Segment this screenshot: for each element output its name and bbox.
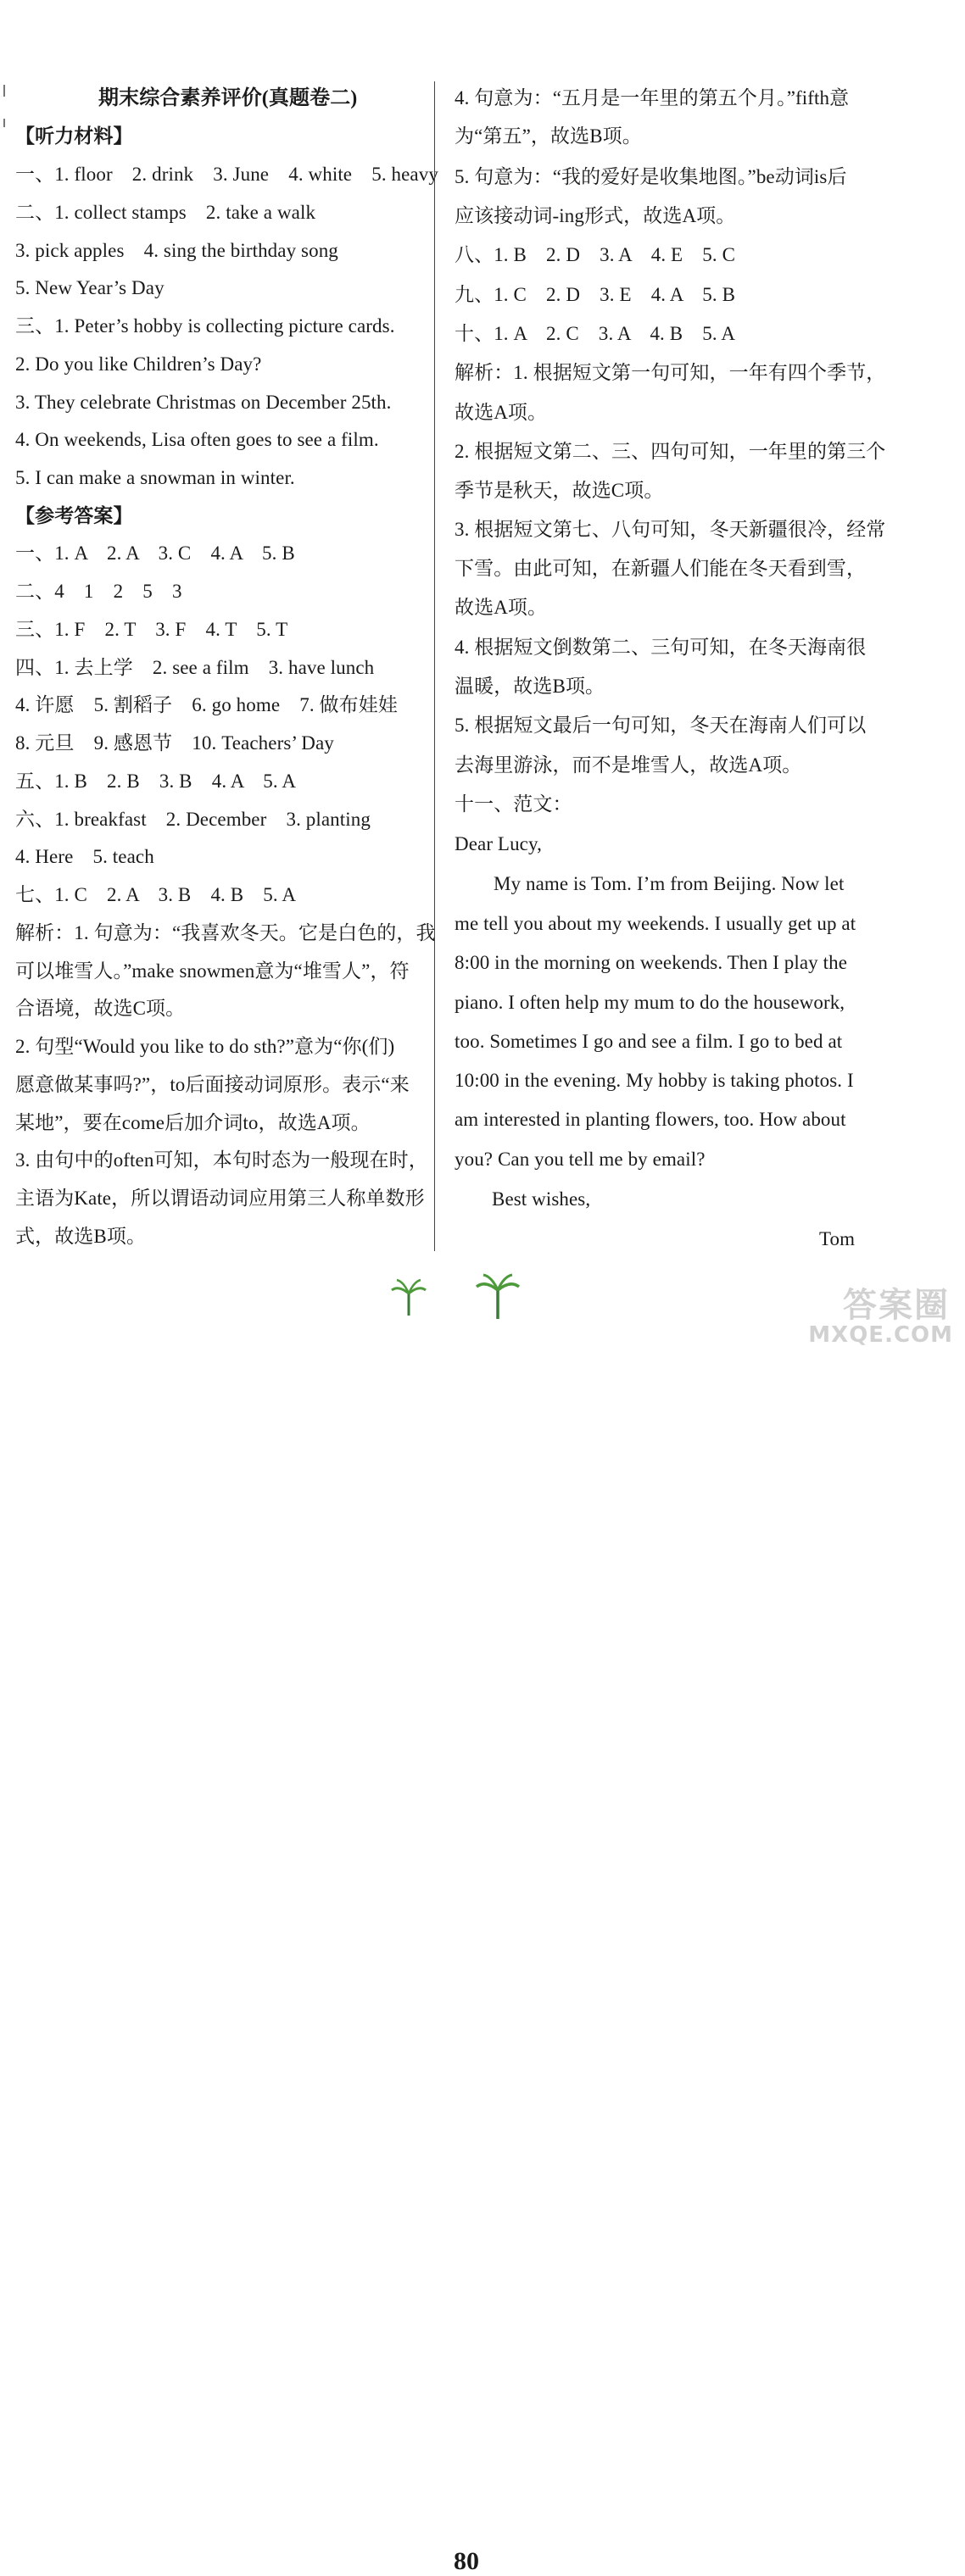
letter-line: piano. I often help my mum to do the housework,	[455, 992, 845, 1013]
listening-line: 5. New Year’s Day	[15, 277, 165, 298]
right-line: 4. 根据短文倒数第二、三句可知，在冬天海南很	[455, 637, 867, 658]
answer-line: 8. 元旦 9. 感恩节 10. Teachers’ Day	[15, 732, 334, 754]
listening-line: 三、1. Peter’s hobby is collecting picture cards.	[15, 315, 395, 337]
answer-line: 五、1. B 2. B 3. B 4. A 5. A	[15, 771, 297, 792]
letter-line: 10:00 in the evening. My hobby is taking photos. I	[455, 1070, 854, 1091]
analysis-line: 解析：1. 句意为：“我喜欢冬天。它是白色的，我	[15, 922, 436, 943]
right-line: 5. 根据短文最后一句可知，冬天在海南人们可以	[455, 715, 867, 736]
right-line: 温暖，故选B项。	[455, 676, 605, 697]
column-divider	[434, 81, 435, 1251]
listening-line: 2. Do you like Children’s Day?	[15, 353, 262, 375]
analysis-line: 式，故选B项。	[15, 1226, 147, 1247]
answer-line: 4. 许愿 5. 割稻子 6. go home 7. 做布娃娃	[15, 694, 398, 715]
listening-line: 4. On weekends, Lisa often goes to see a film.	[15, 429, 379, 450]
answer-line: 4. Here 5. teach	[15, 846, 154, 867]
right-line: 去海里游泳，而不是堆雪人，故选A项。	[455, 754, 802, 776]
letter-signature: Tom	[819, 1228, 856, 1249]
answer-line: 一、1. A 2. A 3. C 4. A 5. B	[15, 542, 295, 564]
answer-line: 四、1. 去上学 2. see a film 3. have lunch	[15, 657, 375, 678]
right-line: 九、1. C 2. D 3. E 4. A 5. B	[455, 284, 736, 305]
analysis-line: 主语为Kate，所以谓语动词应用第三人称单数形	[15, 1188, 425, 1209]
watermark	[808, 1278, 958, 1351]
listening-line: 3. pick apples 4. sing the birthday song	[15, 240, 338, 261]
letter-line: me tell you about my weekends. I usually get up at	[455, 913, 856, 934]
listening-line: 5. I can make a snowman in winter.	[15, 467, 295, 488]
answer-line: 六、1. breakfast 2. December 3. planting	[15, 809, 371, 830]
letter-line: My name is Tom. I’m from Beijing. Now let	[494, 873, 845, 894]
letter-line: am interested in planting flowers, too. How about	[455, 1109, 846, 1130]
analysis-line: 2. 句型“Would you like to do sth?”意为“你(们)	[15, 1036, 395, 1057]
letter-line: 8:00 in the morning on weekends. Then I play the	[455, 952, 848, 973]
right-line: 解析：1. 根据短文第一句可知，一年有四个季节，	[455, 362, 886, 383]
right-line: 故选A项。	[455, 597, 548, 618]
listening-header: 【听力材料】	[15, 125, 133, 147]
answer-line: 二、4 1 2 5 3	[15, 581, 182, 602]
watermark-url: MXQE.COM	[808, 1322, 953, 1348]
analysis-line: 愿意做某事吗?”，to后面接动词原形。表示“来	[15, 1074, 410, 1095]
letter-closing: Best wishes,	[492, 1188, 591, 1210]
right-line: 十、1. A 2. C 3. A 4. B 5. A	[455, 323, 736, 344]
letter-greeting: Dear Lucy,	[455, 833, 542, 854]
right-line: 为“第五”，故选B项。	[455, 125, 642, 147]
analysis-line: 可以堆雪人。”make snowmen意为“堆雪人”，符	[15, 960, 410, 982]
right-line: 2. 根据短文第二、三、四句可知，一年里的第三个	[455, 441, 886, 462]
right-line: 4. 句意为：“五月是一年里的第五个月。”fifth意	[455, 87, 850, 108]
listening-line: 二、1. collect stamps 2. take a walk	[15, 202, 316, 223]
right-line: 十一、范文：	[455, 793, 572, 815]
listening-line: 3. They celebrate Christmas on December 25th.	[15, 392, 392, 413]
watermark-text: 答案圈	[843, 1286, 950, 1325]
right-line: 3. 根据短文第七、八句可知，冬天新疆很冷，经常	[455, 519, 886, 540]
edge-mark	[3, 119, 5, 127]
right-line: 八、1. B 2. D 3. A 4. E 5. C	[455, 244, 736, 265]
listening-line: 一、1. floor 2. drink 3. June 4. white 5. heavy	[15, 164, 438, 185]
right-line: 下雪。由此可知，在新疆人们能在冬天看到雪，	[455, 558, 867, 579]
analysis-line: 某地”，要在come后加介词to，故选A项。	[15, 1112, 371, 1133]
answers-header: 【参考答案】	[15, 505, 133, 526]
analysis-line: 3. 由句中的often可知，本句时态为一般现在时，	[15, 1149, 428, 1171]
left-palm-tree-icon	[390, 1277, 427, 1317]
page-title: 期末综合素养评价(真题卷二)	[98, 87, 358, 109]
analysis-line: 合语境，故选C项。	[15, 998, 186, 1019]
right-line: 季节是秋天，故选C项。	[455, 480, 664, 501]
right-line: 故选A项。	[455, 402, 548, 423]
letter-line: too. Sometimes I go and see a film. I go to bed at	[455, 1031, 843, 1052]
right-line: 应该接动词-ing形式，故选A项。	[455, 205, 736, 226]
right-palm-tree-icon	[475, 1271, 521, 1321]
letter-line: you? Can you tell me by email?	[455, 1149, 706, 1170]
edge-mark	[3, 85, 5, 97]
page-number: 80	[454, 2547, 479, 2575]
answer-line: 三、1. F 2. T 3. F 4. T 5. T	[15, 619, 288, 640]
answer-line: 七、1. C 2. A 3. B 4. B 5. A	[15, 884, 297, 905]
right-line: 5. 句意为：“我的爱好是收集地图。”be动词is后	[455, 166, 847, 187]
